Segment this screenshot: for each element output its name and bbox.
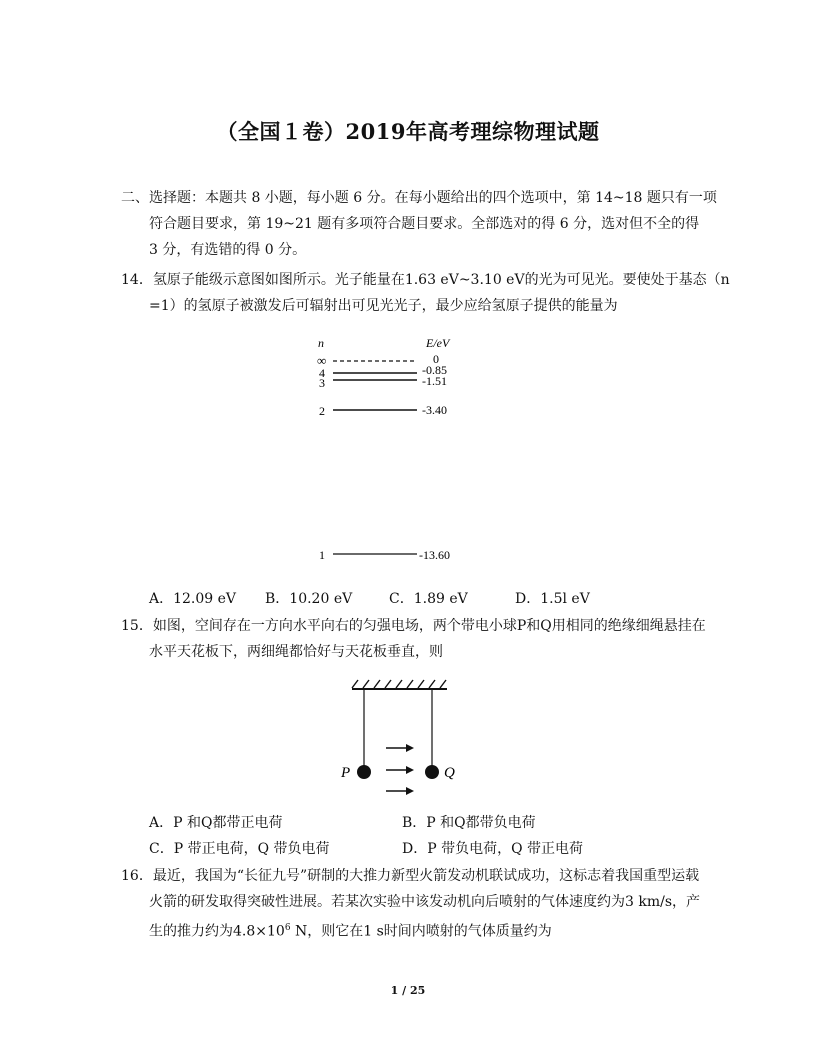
thrust-value: 生的推力约为4.8×10 [149,923,285,940]
axis-energy-label: E/eV [426,336,450,350]
level-inf-energy: 0 [433,352,439,366]
question-15-option-a[interactable]: A．P 和Q都带正电荷 [149,815,283,831]
level-2-energy: -3.40 [422,403,447,417]
axis-n-label: n [318,336,324,350]
question-14-text-line-1: 14．氢原子能级示意图如图所示。光子能量在1.63 eV~3.10 eV的光为可见光。要使处于基态（n [121,272,730,288]
question-14-option-b[interactable]: B．10.20 eV [265,591,353,607]
ball-q [425,765,439,779]
level-2-n-label: 2 [319,404,325,418]
energy-level-diagram [300,330,500,570]
question-16-text-line-2: 火箭的研发取得突破性进展。若某次实验中该发动机向后喷射的气体速度约为3 km/s，产 [149,894,701,910]
question-16-text-line-3 [149,918,552,942]
ball-q-label: Q [444,765,455,781]
question-15-text-line-1: 15．如图，空间存在一方向水平向右的匀强电场，两个带电小球P和Q用相同的绝缘细绳悬挂在 [121,618,706,634]
question-14-option-a[interactable]: A．12.09 eV [149,591,237,607]
question-15-option-b[interactable]: B．P 和Q都带负电荷 [402,815,536,831]
question-14-text-line-2: =1）的氢原子被激发后可辐射出可见光光子，最少应给氢原子提供的能量为 [149,298,618,314]
section-instructions-line-3: 3 分，有选错的得 0 分。 [149,242,307,258]
question-16-text-line-3-tail: N，则它在1 s时间内喷射的气体质量约为 [290,923,552,940]
level-inf-n-label: ∞ [317,353,327,368]
section-instructions-line-1: 二、选择题：本题共 8 小题，每小题 6 分。在每小题给出的四个选项中，第 14~18 题只有一项 [121,190,717,206]
level-1-n-label: 1 [319,548,325,562]
ceiling-hatching [352,680,446,688]
electric-field-arrows [386,744,414,795]
page-title: （全国１卷）2019年高考理综物理试题 [216,119,600,144]
level-3-n-label: 3 [319,376,325,390]
level-4-energy: -0.85 [422,363,447,377]
level-1-energy: -13.60 [419,548,450,562]
question-15-text-line-2: 水平天花板下，两细绳都恰好与天花板垂直，则 [149,644,443,660]
question-15-option-d[interactable]: D．P 带负电荷，Q 带正电荷 [402,841,584,857]
question-16-text-line-1: 16．最近，我国为“长征九号”研制的大推力新型火箭发动机联试成功，这标志着我国重型运载 [121,868,700,884]
section-instructions-line-2: 符合题目要求，第 19~21 题有多项符合题目要求。全部选对的得 6 分，选对但不全的得 [149,216,700,232]
thrust-exponent: 6 [284,923,291,933]
level-3-energy: -1.51 [422,374,447,388]
level-4-n-label: 4 [319,366,325,380]
charged-balls-diagram [330,676,470,806]
ball-p [357,765,371,779]
question-14-option-d[interactable]: D．1.5l eV [515,591,590,607]
page-number: 1 / 25 [390,984,426,997]
question-14-option-c[interactable]: C．1.89 eV [389,591,468,607]
question-15-option-c[interactable]: C．P 带正电荷，Q 带负电荷 [149,841,330,857]
ball-p-label: P [341,765,351,781]
